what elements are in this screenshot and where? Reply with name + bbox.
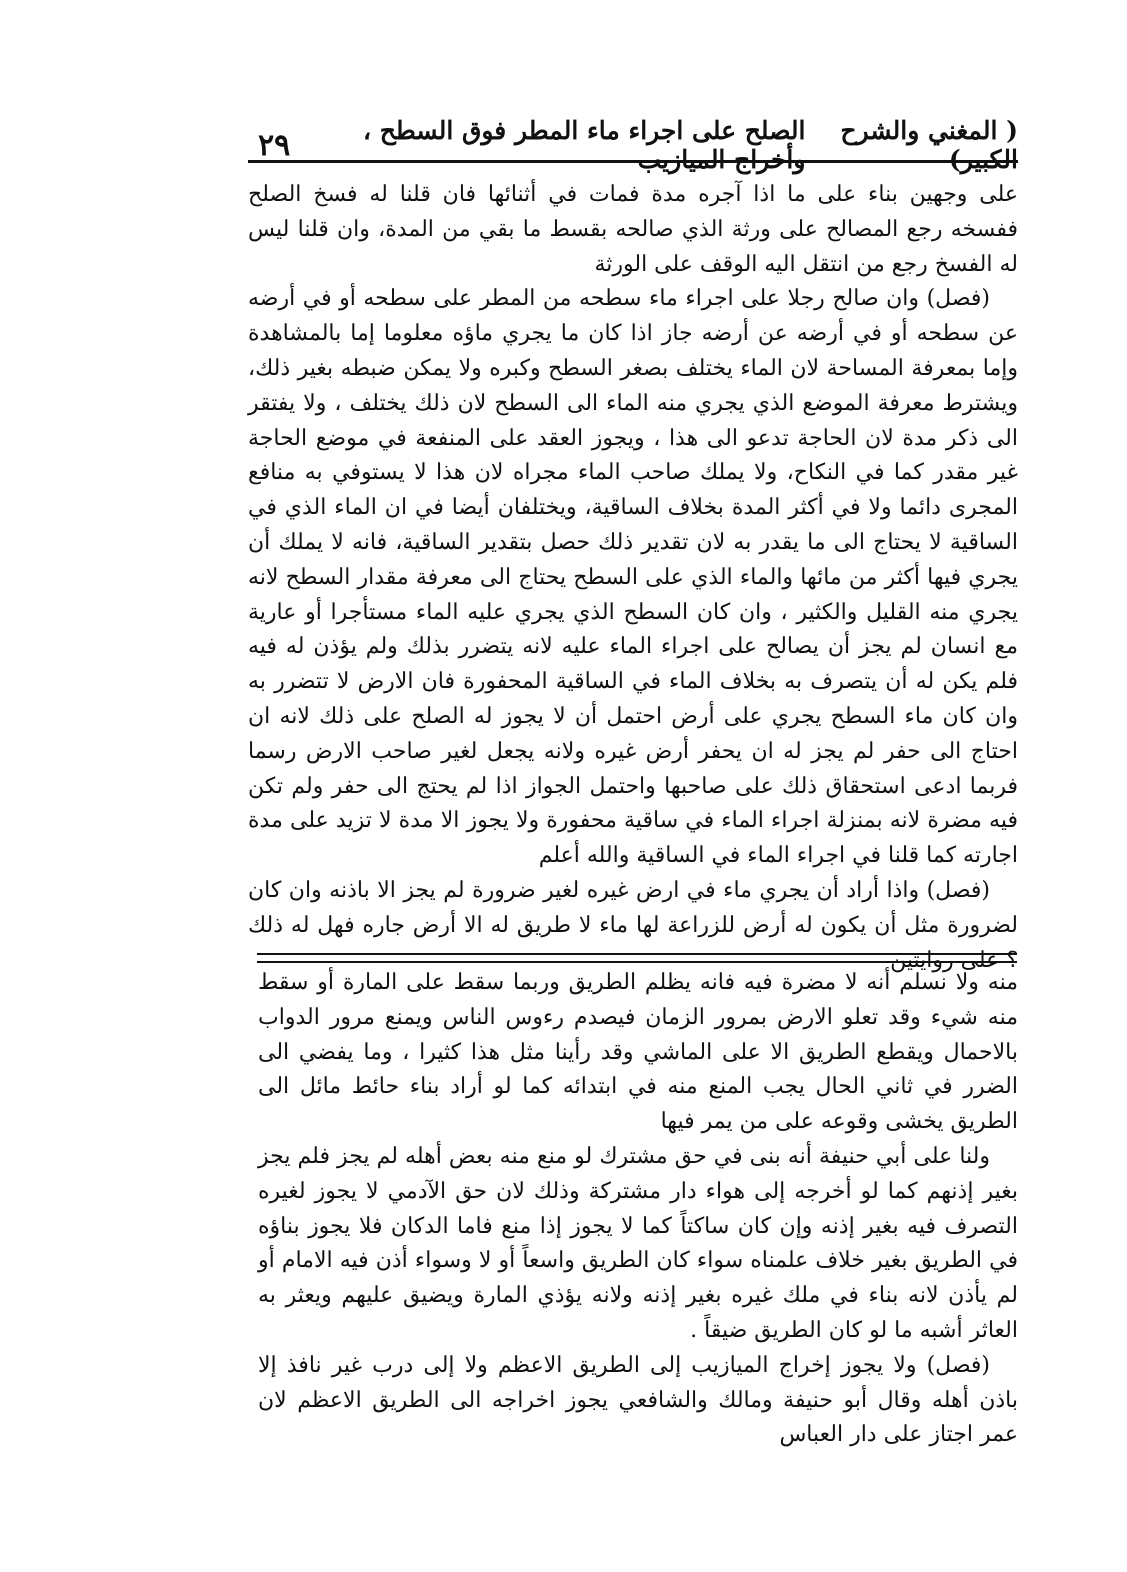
page-number: ٢٩: [258, 127, 291, 163]
main-paragraph-2: (فصل) وان صالح رجلا على اجراء ماء سطحه من المطر على سطحه أو في أرضه عن سطحه أو في أرضه عن أرضه جاز اذا كان ما يجري ماؤه معلوما إما بالمشاهدة وإما بمعرفة المساحة لان الماء يختلف بصغر السطح وكبره ولا يمكن ضبطه بغير ذلك، ويشترط معرفة الموضع الذي يجري منه الماء الى السطح لان ذلك يختلف ، ولا يفتقر الى ذكر مدة لان الحاجة تدعو الى هذا ، ويجوز العقد على المنفعة في موضع الحاجة غير مقدر كما في النكاح، ولا يملك صاحب الماء مجراه لان هذا لا يستوفي به منافع المجرى دائما ولا في أكثر المدة بخلاف الساقية، ويختلفان أيضا في ان الماء الذي في الساقية لا يحتاج الى ما يقدر به لان تقدير ذلك حصل بتقدير الساقية، فانه لا يملك أن يجري فيها أكثر من مائها والماء الذي على السطح يحتاج الى معرفة مقدار السطح لانه يجري منه القليل والكثير ، وان كان السطح الذي يجري عليه الماء مستأجرا أو عارية مع انسان لم يجز أن يصالح على اجراء الماء عليه لانه يتضرر بذلك ولم يؤذن له فيه فلم يكن له أن يتصرف به بخلاف الماء في الساقية المحفورة فان الارض لا تتضرر به وان كان ماء السطح يجري على أرض احتمل أن لا يجوز له الصلح على ذلك لانه ان احتاج الى حفر لم يجز له ان يحفر أرض غيره ولانه يجعل لغير صاحب الارض رسما فربما ادعى استحقاق ذلك على صاحبها واحتمل الجواز اذا لم يحتج الى حفر ولم تكن فيه مضرة لانه بمنزلة اجراء الماء في ساقية محفورة ولا يجوز الا مدة لا تزيد على مدة اجارته كما قلنا في اجراء الماء في الساقية والله أعلم: [248, 286, 1018, 869]
commentary-paragraph-3: (فصل) ولا يجوز إخراج الميازيب إلى الطريق الاعظم ولا إلى درب غير نافذ إلا باذن أهله وقال أبو حنيفة ومالك والشافعي يجوز اخراجه الى الطريق الاعظم لان عمر اجتاز على دار العباس: [258, 1352, 1018, 1448]
commentary-paragraph-2: ولنا على أبي حنيفة أنه بنى في حق مشترك لو منع منه بعض أهله لم يجز فلم يجز بغير إذنهم كما لو أخرجه إلى هواء دار مشتركة وذلك لان حق الآدمي لا يجوز لغيره التصرف فيه بغير إذنه وإن كان ساكتاً كما لا يجوز إذا منع فاما الدكان فلا يجوز بناؤه في الطريق بغير خلاف علمناه سواء كان الطريق واسعاً أو لا وسواء أذن فيه الامام أو لم يأذن لانه بناء في ملك غيره بغير إذنه ولانه يؤذي المارة ويضيق عليهم ويعثر به العاثر أشبه ما لو كان الطريق ضيقاً .: [258, 1143, 1018, 1343]
commentary-paragraph-1: منه ولا نسلم أنه لا مضرة فيه فانه يظلم الطريق وربما سقط على المارة أو سقط منه شيء وقد تعلو الارض بمرور الزمان فيصدم رءوس الناس ويمنع مرور الدواب بالاحمال ويقطع الطريق الا على الماشي وقد رأينا مثل هذا كثيرا ، وما يفضي الى الضرر في ثاني الحال يجب المنع منه في ابتدائه كما لو أراد بناء حائط مائل الى الطريق يخشى وقوعه على من يمر فيها: [258, 970, 1018, 1135]
main-paragraph-1: على وجهين بناء على ما اذا آجره مدة فمات في أثنائها فان قلنا له فسخ الصلح ففسخه رجع المصالح على ورثة الذي صالحه بقسط ما بقي من المدة، وان قلنا ليس له الفسخ رجع من انتقل اليه الوقف على الورثة: [248, 182, 1018, 277]
header-rule: [248, 160, 1018, 163]
chapter-title: الصلح على اجراء ماء المطر فوق السطح ، وأخراج الميازيب: [363, 116, 806, 174]
main-text: [248, 178, 1018, 978]
commentary-text: [258, 966, 1018, 1453]
book-title: ( المغني والشرح الكبير): [840, 116, 1018, 174]
main-paragraph-3: (فصل) واذا أراد أن يجري ماء في ارض غيره لغير ضرورة لم يجز الا باذنه وان كان لضرورة مثل أن يكون له أرض للزراعة لها ماء لا طريق له الا أرض جاره فهل له ذلك ؟ على روايتين: [248, 877, 1018, 973]
section-divider: [257, 953, 1017, 963]
running-header: [248, 116, 1018, 174]
